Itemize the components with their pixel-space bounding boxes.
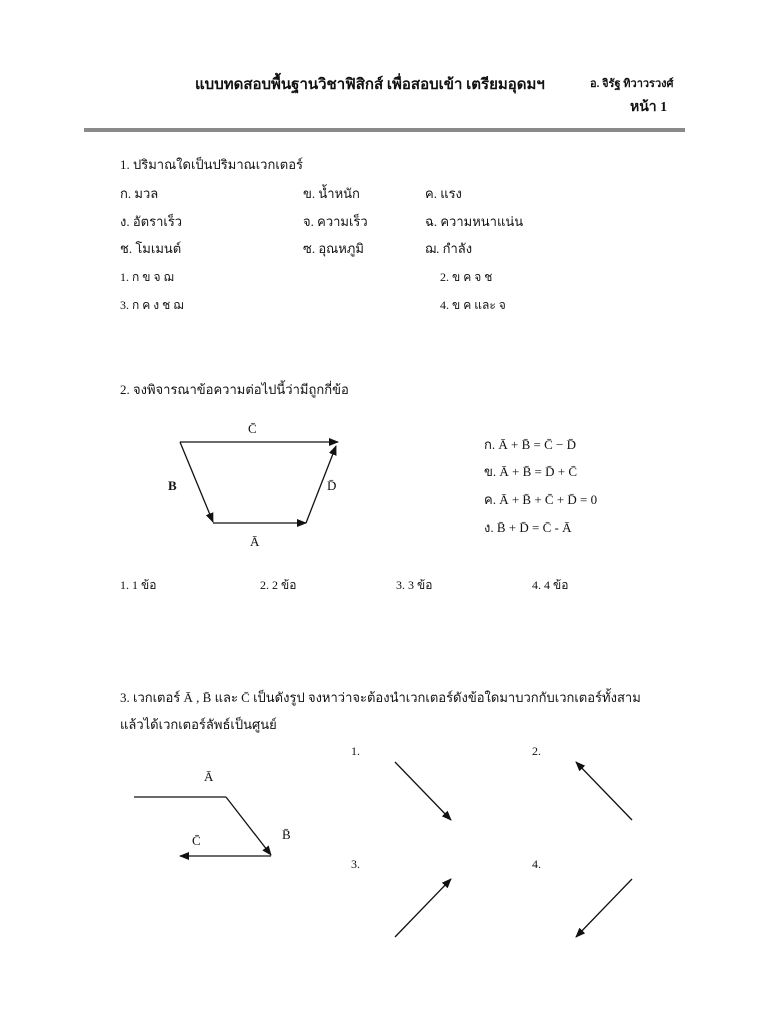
q1-item: ง. อัตราเร็ว (120, 214, 183, 229)
q1-item: ช. โมเมนต์ (120, 241, 182, 256)
q1-question: 1. ปริมาณใดเป็นปริมาณเวกเตอร์ (120, 157, 303, 172)
option-2-number: 2. (532, 744, 541, 758)
option-3-arrow (395, 879, 451, 937)
option-1-number: 1. (351, 744, 360, 758)
q1-item: ฌ. กำลัง (425, 241, 473, 256)
q2-statement: ก. Ā + B̄ = C̄ − D̄ (484, 437, 576, 452)
q3-given-vectors (134, 797, 271, 856)
q2-question: 2. จงพิจารณาข้อความต่อไปนี้ว่ามีถูกกี่ข้อ (120, 382, 349, 397)
q1-item: ค. แรง (425, 186, 462, 201)
option-4-arrow (576, 879, 632, 937)
label-vector-a: Ā (204, 769, 214, 784)
q2-statement: ค. Ā + B̄ + C̄ + D̄ = 0 (484, 492, 598, 507)
page-number: หน้า 1 (630, 100, 668, 115)
label-vector-b: B̄ (282, 827, 291, 842)
page-title: แบบทดสอบพื้นฐานวิชาฟิสิกส์ เพื่อสอบเข้า เตรียมอุดมฯ (195, 77, 545, 93)
label-vector-c: C̄ (192, 833, 201, 848)
label-vector-c: C̄ (248, 421, 257, 436)
q2-choice-1: 1. 1 ข้อ (120, 578, 157, 592)
q2-choice-4: 4. 4 ข้อ (532, 578, 569, 592)
option-3-number: 3. (351, 857, 360, 871)
label-vector-a: Ā (250, 534, 260, 549)
q3-question: 3. เวกเตอร์ Ā , B̄ และ C̄ เป็นดังรูป จงหาว่าจะต้องนำเวกเตอร์ดังข้อใดมาบวกกับเวกเตอร์ทั้งสาม (120, 690, 641, 705)
q2-statement: ข. Ā + B̄ = D̄ + C̄ (484, 464, 577, 479)
q2-statement: ง. B̄ + D̄ = C̄ - Ā (484, 520, 572, 535)
option-4-number: 4. (532, 857, 541, 871)
author-name: อ. จิรัฐ ทิวาวรวงศ์ (590, 78, 674, 90)
option-2-arrow (576, 762, 632, 820)
q1-item: จ. ความเร็ว (303, 214, 368, 229)
q3-option-arrows (395, 762, 632, 937)
q1-choice-2: 2. ข ค จ ช (440, 270, 493, 284)
q2-choice-2: 2. 2 ข้อ (260, 578, 297, 592)
q1-choice-1: 1. ก ข จ ฌ (120, 270, 174, 284)
option-1-arrow (395, 762, 451, 820)
q1-item: ก. มวล (120, 186, 159, 201)
q2-choice-3: 3. 3 ข้อ (396, 578, 433, 592)
label-vector-b: B⃗ (168, 478, 187, 493)
label-vector-d: D̄ (327, 478, 337, 493)
vector-b-arrow (226, 797, 271, 855)
q2-trapezoid-diagram (180, 442, 338, 523)
q1-item: ฉ. ความหนาแน่น (425, 214, 524, 229)
q1-item: ข. น้ำหนัก (303, 186, 360, 201)
q1-item: ซ. อุณหภูมิ (303, 241, 364, 256)
q1-choice-4: 4. ข ค และ จ (440, 298, 506, 312)
q1-choice-3: 3. ก ค ง ช ฌ (120, 298, 184, 312)
q3-question-cont: แล้วได้เวกเตอร์ลัพธ์เป็นศูนย์ (120, 717, 277, 732)
